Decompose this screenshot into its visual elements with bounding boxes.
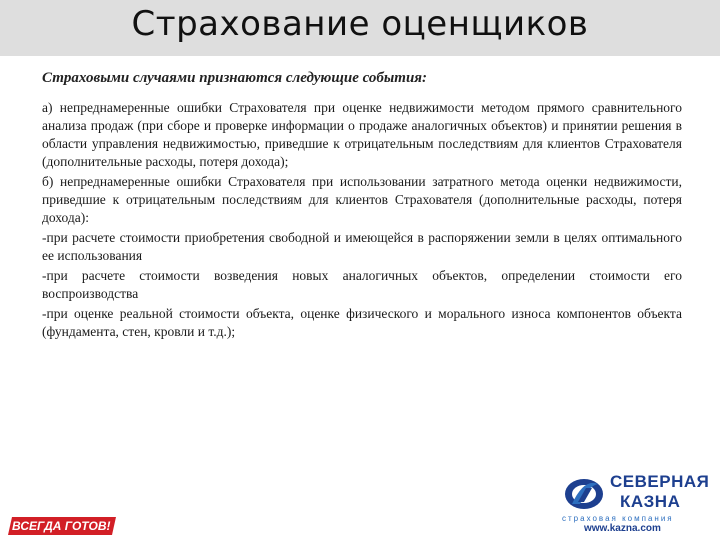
company-logo (560, 468, 720, 534)
logo-url: www.kazna.com (584, 523, 661, 534)
title-bar (0, 0, 720, 56)
slide-title: Страхование оценщиков (131, 4, 589, 44)
paragraph-b: б) непреднамеренные ошибки Страхователя при использовании затратного метода оценки недвижимости, приведшие к отрицательным последствиям для клиентов Страхователя (дополнительные расходы, потеря дохода): (42, 174, 682, 225)
logo-emblem-icon (562, 474, 606, 514)
slogan-badge (8, 517, 116, 535)
bullet-construction: -при расчете стоимости возведения новых аналогичных объектов, определении стоимости его воспроизводства (42, 268, 682, 301)
logo-tagline: страховая компания (562, 514, 674, 523)
badge-text: ВСЕГДА ГОТОВ! (12, 519, 111, 533)
subheading: Страховыми случаями признаются следующие события: (42, 70, 428, 86)
paragraph-a: а) непреднамеренные ошибки Страхователя при оценке недвижимости методом прямого сравнительного анализа продаж (при сборе и проверке информации о продаже аналогичных объектов) и принятии решения в области управления недвижимостью, приведшие к отрицательным последствиям для клиентов Страхователя (дополнительные расходы, потеря дохода); (42, 100, 682, 169)
logo-line2: КАЗНА (620, 492, 681, 511)
bullet-land: -при расчете стоимости приобретения свободной и имеющейся в распоряжении земли в целях оптимального ее использования (42, 230, 682, 263)
bullet-valuation: -при оценке реальной стоимости объекта, оценке физического и морального износа компонентов объекта (фундамента, стен, кровли и т.д.); (42, 306, 682, 339)
logo-line1: СЕВЕРНАЯ (610, 472, 710, 491)
slide-content (42, 70, 682, 343)
